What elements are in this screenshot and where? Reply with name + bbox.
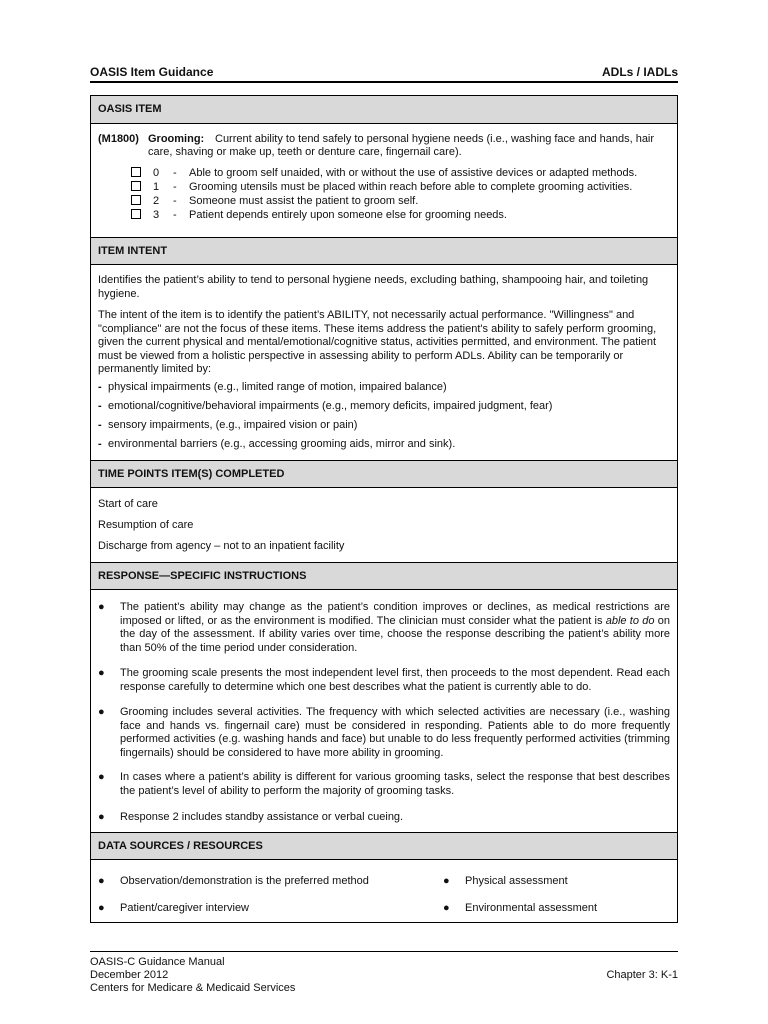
data-source: Patient/caregiver interview (120, 902, 250, 914)
section-title: OASIS ITEM (98, 103, 162, 115)
response-option-1[interactable]: 1 - Grooming utensils must be placed within reach before able to complete grooming activities. (131, 181, 632, 193)
data-source: Physical assessment (465, 875, 568, 887)
section-header-item-intent (91, 237, 677, 265)
bullet-icon: ● (98, 771, 105, 783)
bullet-icon: ● (98, 601, 105, 613)
bullet-icon: ● (98, 706, 105, 718)
header-rule (90, 81, 678, 83)
response-option-3[interactable]: 3 - Patient depends entirely upon someone else for grooming needs. (131, 209, 507, 221)
section-header-response (91, 562, 677, 590)
page-footer (90, 956, 295, 995)
intent-paragraph-1: Identifies the patient’s ability to tend to personal hygiene needs, excluding bathing, shampooing hair, and toileting hygiene. (98, 274, 649, 300)
section-header-time-points (91, 460, 677, 488)
section-title: ITEM INTENT (98, 245, 168, 257)
bullet-icon: ● (98, 875, 105, 887)
checkbox[interactable] (131, 195, 141, 205)
item-name: Grooming: (148, 133, 205, 145)
header-title: OASIS Item Guidance (90, 65, 214, 79)
intent-list-item: - physical impairments (e.g., limited range of motion, impaired balance) (98, 381, 447, 393)
bullet-icon: ● (443, 902, 450, 914)
item-code: (M1800) (98, 133, 139, 145)
bullet-icon: ● (98, 811, 105, 823)
intent-list-item: - environmental barriers (e.g., accessing grooming aids, mirror and sink). (98, 438, 456, 450)
section-header-oasis-item (91, 96, 677, 124)
footer-manual: OASIS-C Guidance Manual (90, 956, 225, 968)
response-option-0[interactable]: 0 - Able to groom self unaided, with or without the use of assistive devices or adapted methods. (131, 167, 637, 179)
guidance-table (90, 95, 678, 923)
section-title: DATA SOURCES / RESOURCES (98, 840, 263, 852)
footer-agency: Centers for Medicare & Medicaid Services (90, 982, 296, 994)
checkbox[interactable] (131, 209, 141, 219)
data-source: Observation/demonstration is the preferred method (120, 875, 369, 887)
response-instruction: Grooming includes several activities. The frequency with which selected activities are necessary (i.e., washing face and hands vs. fingernail care) must be considered in responding. Patients able to do more frequently performed activities (e.g. washing hands and face) but unable to do less frequently performed activities (trimming fingernails) should be considered to have more ability in grooming. (120, 706, 670, 759)
bullet-icon: ● (443, 875, 450, 887)
footer-date: December 2012 (90, 969, 169, 981)
data-source: Environmental assessment (465, 902, 598, 914)
section-title: RESPONSE—SPECIFIC INSTRUCTIONS (98, 570, 307, 582)
response-option-2[interactable]: 2 - Someone must assist the patient to groom self. (131, 195, 418, 207)
footer-rule (90, 951, 678, 952)
response-instruction: In cases where a patient’s ability is different for various grooming tasks, select the response that best describes the patient’s level of ability to perform the majority of grooming tasks. (120, 771, 670, 797)
intent-list-item: - sensory impairments, (e.g., impaired vision or pain) (98, 419, 358, 431)
item-desc-2: care, shaving or make up, teeth or denture care, fingernail care). (148, 146, 462, 158)
item-desc-1: Current ability to tend safely to personal hygiene needs (i.e., washing face and hands, hair (215, 133, 655, 145)
response-instruction: The patient’s ability may change as the patient’s condition improves or declines, as medical restrictions are imposed or lifted, or as the environment is modified. The clinician must consider what the patient is able to do on the day of the assessment. If ability varies over time, choose the response describing the patient’s ability more than 50% of the time period under consideration. (120, 601, 671, 654)
time-point: Start of care (98, 498, 158, 510)
section-title: TIME POINTS ITEM(S) COMPLETED (98, 468, 285, 480)
section-header-data-sources (91, 832, 677, 860)
time-point: Discharge from agency – not to an inpatient facility (98, 540, 345, 552)
bullet-icon: ● (98, 902, 105, 914)
footer-page-number: Chapter 3: K-1 (606, 969, 678, 981)
intent-list-item: - emotional/cognitive/behavioral impairments (e.g., memory deficits, impaired judgment, fear) (98, 400, 553, 412)
response-instruction: Response 2 includes standby assistance or verbal cueing. (120, 811, 404, 823)
checkbox[interactable] (131, 181, 141, 191)
time-point: Resumption of care (98, 519, 194, 531)
response-instruction: The grooming scale presents the most independent level first, then proceeds to the most dependent. Read each response carefully to determine which one best describes what the patient is currently able to do. (120, 667, 670, 693)
intent-paragraph-2: The intent of the item is to identify the patient’s ABILITY, not necessarily actual performance. "Willingness" and "compliance" are not the focus of these items. These items address the patient's ability to safely perform grooming, given the current physical and mental/emotional/cognitive status, activities permitted, and environment. The patient must be viewed from a holistic perspective in assessing ability to perform ADLs. Ability can be temporarily or permanently limited by: (98, 309, 657, 375)
checkbox[interactable] (131, 167, 141, 177)
header-section: ADLs / IADLs (601, 65, 678, 79)
page-header (90, 65, 678, 81)
bullet-icon: ● (98, 667, 105, 679)
